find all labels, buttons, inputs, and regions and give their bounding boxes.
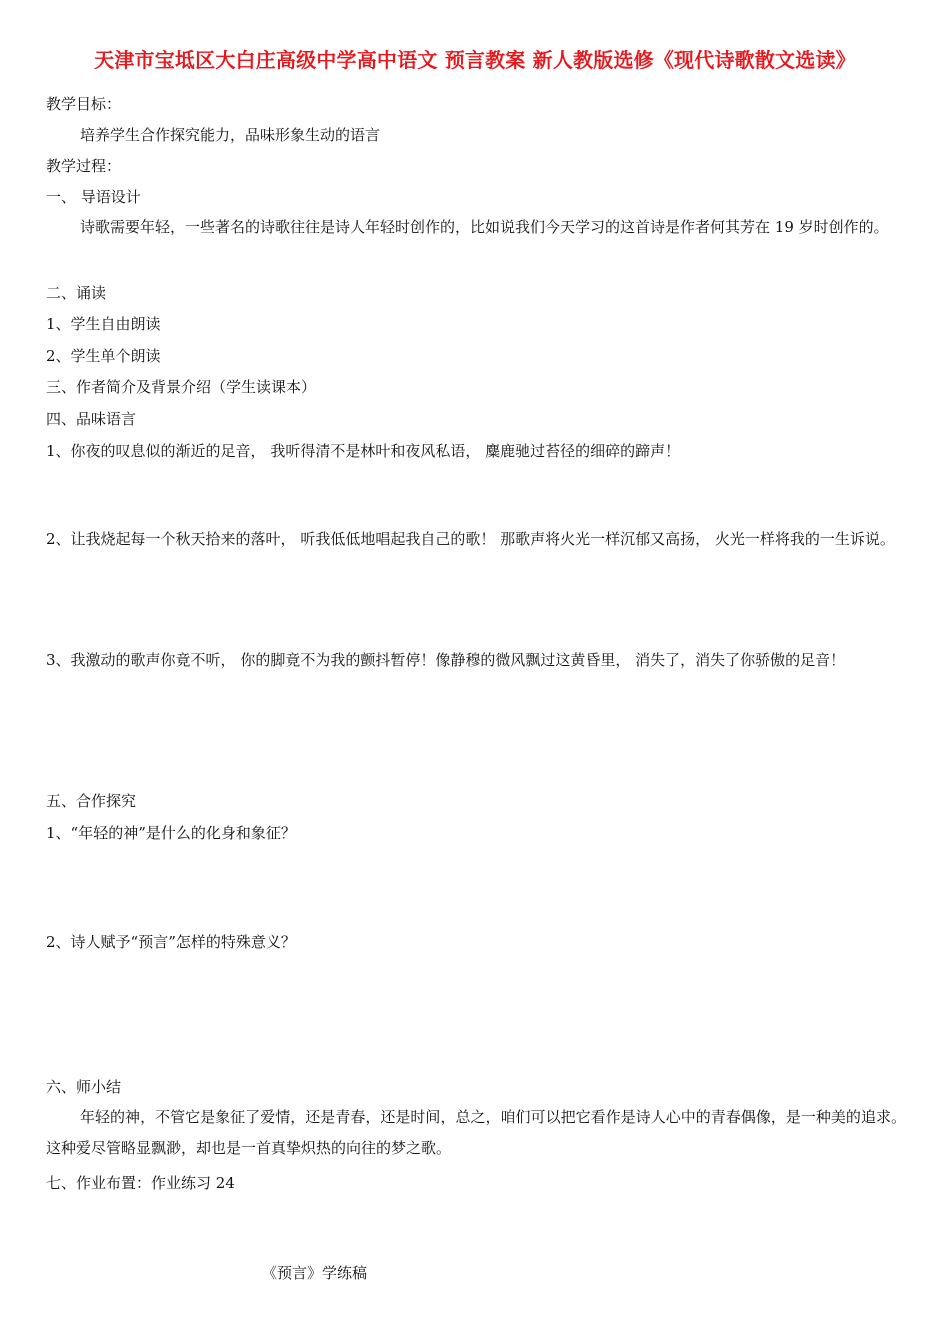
section1-text: 诗歌需要年轻，一些著名的诗歌往往是诗人年轻时创作的，比如说我们今天学习的这首诗是作者何其芳在 19 岁时创作的。: [80, 218, 889, 236]
section5-item-1: 1、“年轻的神”是什么的化身和象征？: [46, 824, 296, 842]
section5-heading: 五、合作探究: [46, 792, 137, 810]
section4-heading: 四、品味语言: [46, 410, 137, 428]
section4-item-1: 1、你夜的叹息似的渐近的足音， 我听得清不是林叶和夜风私语， 麋鹿驰过苔径的细碎的蹄声！: [46, 442, 681, 460]
section2-item-2: 2、学生单个朗读: [46, 347, 161, 365]
section6-heading: 六、师小结: [46, 1078, 122, 1096]
section3-heading: 三、作者简介及背景介绍（学生读课本）: [46, 378, 317, 396]
process-heading: 教学过程：: [46, 157, 122, 175]
document-title: 天津市宝坻区大白庄高级中学高中语文 预言教案 新人教版选修《现代诗歌散文选读》: [94, 48, 856, 72]
section2-heading: 二、诵读: [46, 284, 107, 302]
goal-heading: 教学目标：: [46, 95, 122, 113]
section6-text: 年轻的神，不管它是象征了爱情，还是青春，还是时间，总之，咱们可以把它看作是诗人心中的青春偶像，是一种美的追求。这种爱尽管略显飘渺，却也是一首真挚炽热的向往的梦之歌。: [46, 1108, 906, 1157]
footer-title: 《预言》学练稿: [262, 1264, 368, 1282]
section4-item-2: 2、让我烧起每一个秋天拾来的落叶， 听我低低地唱起我自己的歌！ 那歌声将火光一样沉郁又高扬， 火光一样将我的一生诉说。: [46, 530, 895, 548]
section5-item-2: 2、诗人赋予“预言”怎样的特殊意义？: [46, 933, 296, 951]
goal-text: 培养学生合作探究能力，品味形象生动的语言: [80, 126, 381, 144]
section2-item-1: 1、学生自由朗读: [46, 315, 161, 333]
section4-item-3: 3、我激动的歌声你竟不听， 你的脚竟不为我的颤抖暂停！像静穆的微风飘过这黄昏里， 消失了，消失了你骄傲的足音！: [46, 651, 846, 669]
section7-heading: 七、作业布置：作业练习 24: [46, 1174, 235, 1192]
section1-heading: 一、 导语设计: [46, 188, 141, 206]
